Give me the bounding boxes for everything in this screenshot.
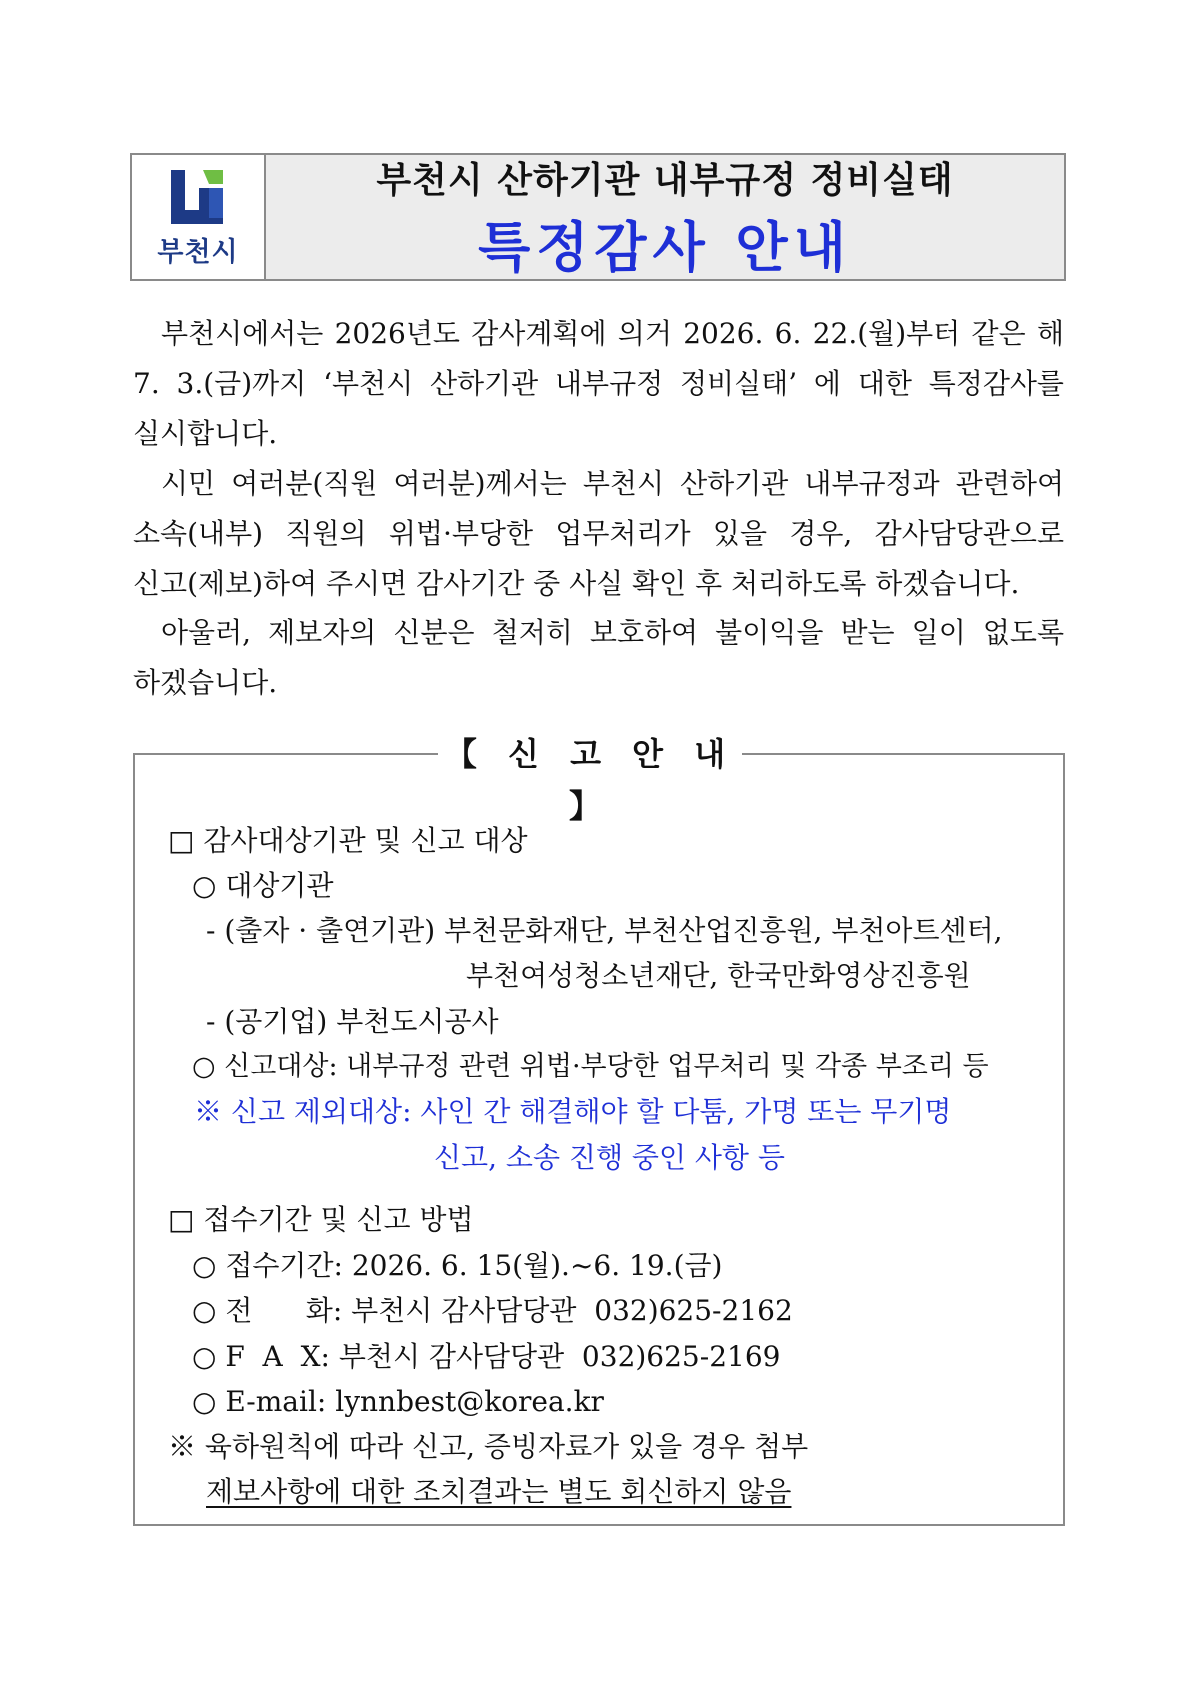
- page-title: 부천시 산하기관 내부규정 정비실태: [376, 160, 954, 201]
- para1-line-3: 실시합니다.: [133, 417, 278, 450]
- logo-text: 부천시: [157, 236, 239, 268]
- city-logo: [132, 155, 266, 279]
- note-line-2: 제보사항에 대한 조치결과는 별도 회신하지 않음: [206, 1475, 792, 1508]
- header-box: [130, 153, 1066, 281]
- page-subtitle: 특정감사 안내: [478, 216, 852, 279]
- email-contact: ○ E-mail: lynnbest@korea.kr: [192, 1385, 604, 1418]
- public-corporation: - (공기업) 부천도시공사: [206, 1005, 499, 1038]
- bucheon-logo-icon: [169, 166, 227, 228]
- para1-line-2: 7. 3.(금)까지 ‘부천시 산하기관 내부규정 정비실태’ 에 대한 특정감사를: [133, 367, 1064, 400]
- reception-period: ○ 접수기간: 2026. 6. 15(월).~6. 19.(금): [192, 1249, 723, 1282]
- exclusion-line-1: ※ 신고 제외대상: 사인 간 해결해야 할 다툼, 가명 또는 무기명: [194, 1095, 952, 1128]
- intro-paragraph-3: [133, 608, 1064, 708]
- para1-line-1: 부천시에서는 2026년도 감사계획에 의거 2026. 6. 22.(월)부터 같은 해: [161, 317, 1064, 350]
- intro-paragraph-1: [133, 309, 1064, 459]
- phone-contact: ○ 전 화: 부천시 감사담당관 032)625-2162: [192, 1294, 793, 1327]
- invest-institutions-line-1: - (출자 · 출연기관) 부천문화재단, 부천산업진흥원, 부천아트센터,: [206, 914, 1003, 947]
- report-target: ○ 신고대상: 내부규정 관련 위법·부당한 업무처리 및 각종 부조리 등: [192, 1051, 989, 1082]
- para3-line-1: 아울러, 제보자의 신분은 철저히 보호하여 불이익을 받는 일이 없도록: [161, 616, 1064, 649]
- notice-title: 【 신 고 안 내 】: [438, 728, 742, 780]
- exclusion-line-2: 신고, 소송 진행 중인 사항 등: [434, 1141, 785, 1174]
- invest-institutions-line-2: 부천여성청소년재단, 한국만화영상진흥원: [466, 959, 971, 992]
- section2-heading: □ 접수기간 및 신고 방법: [168, 1203, 474, 1236]
- targets-label: ○ 대상기관: [192, 869, 334, 902]
- para2-line-1: 시민 여러분(직원 여러분)께서는 부천시 산하기관 내부규정과 관련하여: [161, 467, 1064, 500]
- para2-line-3: 신고(제보)하여 주시면 감사기간 중 사실 확인 후 처리하도록 하겠습니다.: [133, 567, 1020, 600]
- para2-line-2: 소속(내부) 직원의 위법·부당한 업무처리가 있을 경우, 감사담당관으로: [133, 517, 1064, 550]
- note-line-1: ※ 육하원칙에 따라 신고, 증빙자료가 있을 경우 첨부: [168, 1430, 809, 1463]
- fax-contact: ○ F A X: 부천시 감사담당관 032)625-2169: [192, 1340, 781, 1373]
- para3-line-2: 하겠습니다.: [133, 666, 278, 699]
- section1-heading: □ 감사대상기관 및 신고 대상: [168, 824, 528, 857]
- title-cell: [266, 155, 1064, 279]
- intro-paragraph-2: [133, 459, 1064, 609]
